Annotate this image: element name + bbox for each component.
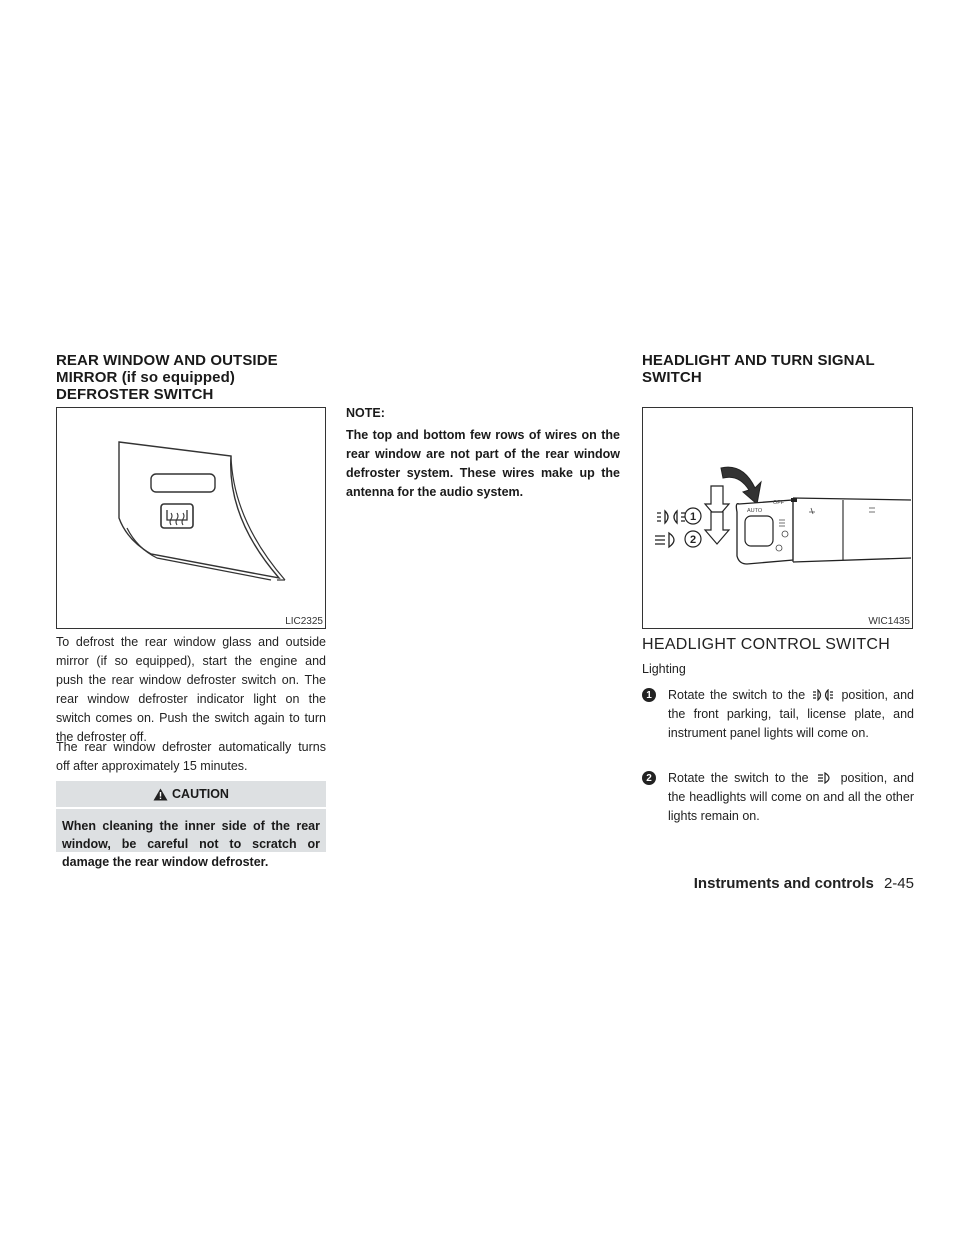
warning-triangle-icon bbox=[153, 788, 168, 801]
defroster-switch-illustration bbox=[57, 408, 325, 628]
defroster-paragraph-1: To defrost the rear window glass and outside mirror (if so equipped), start the engine and push the rear window defroster switch on. The rear window defroster indicator light on the switch comes on. Push the switch again to turn the defroster off. bbox=[56, 635, 326, 744]
caution-text: When cleaning the inner side of the rear window, be careful not to scratch or damage the rear window defroster. bbox=[56, 807, 326, 879]
left-section-heading bbox=[56, 352, 336, 403]
figure-step-2-label: 2 bbox=[689, 534, 697, 546]
caution-label: CAUTION bbox=[172, 787, 229, 801]
headlight-switch-illustration bbox=[643, 408, 912, 628]
step-1-number: 1 bbox=[642, 688, 656, 702]
step-1-text-before: Rotate the switch to the bbox=[668, 688, 806, 702]
caution-header bbox=[56, 781, 326, 807]
heading-line: DEFROSTER SWITCH bbox=[56, 386, 214, 403]
headlight-icon bbox=[817, 772, 833, 784]
figure-code: WIC1435 bbox=[868, 616, 910, 627]
note-label: NOTE: bbox=[346, 406, 385, 420]
headlight-switch-figure bbox=[642, 407, 913, 629]
step-1-text-after: position, and the front parking, tail, license plate, and instrument panel lights will come on. bbox=[668, 688, 914, 740]
parking-lights-icon bbox=[812, 689, 834, 701]
caution-box bbox=[56, 781, 326, 869]
heading-line: SWITCH bbox=[642, 369, 702, 386]
step-2-text bbox=[668, 769, 914, 826]
heading-line: MIRROR (if so equipped) bbox=[56, 369, 235, 386]
page-footer bbox=[694, 875, 914, 892]
step-2-number: 2 bbox=[642, 771, 656, 785]
figure-off-label: OFF bbox=[773, 500, 784, 506]
heading-line: REAR WINDOW AND OUTSIDE bbox=[56, 352, 278, 369]
lighting-label: Lighting bbox=[642, 662, 686, 676]
step-1 bbox=[642, 686, 914, 743]
step-2-text-before: Rotate the switch to the bbox=[668, 771, 809, 785]
defroster-paragraph-2: The rear window defroster automatically turns off after approximately 15 minutes. bbox=[56, 740, 326, 773]
figure-code: LIC2325 bbox=[285, 616, 323, 627]
headlight-control-subheading: HEADLIGHT CONTROL SWITCH bbox=[642, 636, 891, 653]
defroster-switch-figure bbox=[56, 407, 326, 629]
note-text: The top and bottom few rows of wires on the rear window are not part of the rear window defroster system. These wires make up the antenna for the audio system. bbox=[346, 428, 620, 499]
figure-step-1-label: 1 bbox=[689, 511, 697, 523]
figure-auto-label: AUTO bbox=[747, 508, 763, 514]
headlight-symbol bbox=[655, 533, 674, 547]
right-section-heading bbox=[642, 352, 912, 386]
parking-lights-symbol bbox=[657, 511, 685, 523]
heading-line: HEADLIGHT AND TURN SIGNAL bbox=[642, 352, 875, 369]
step-1-text bbox=[668, 686, 914, 743]
step-2-text-after: position, and the headlights will come on and all the other lights remain on. bbox=[668, 771, 914, 823]
footer-section-title: Instruments and controls bbox=[693, 875, 874, 892]
step-2 bbox=[642, 769, 914, 826]
page-number: 2-45 bbox=[883, 875, 914, 892]
